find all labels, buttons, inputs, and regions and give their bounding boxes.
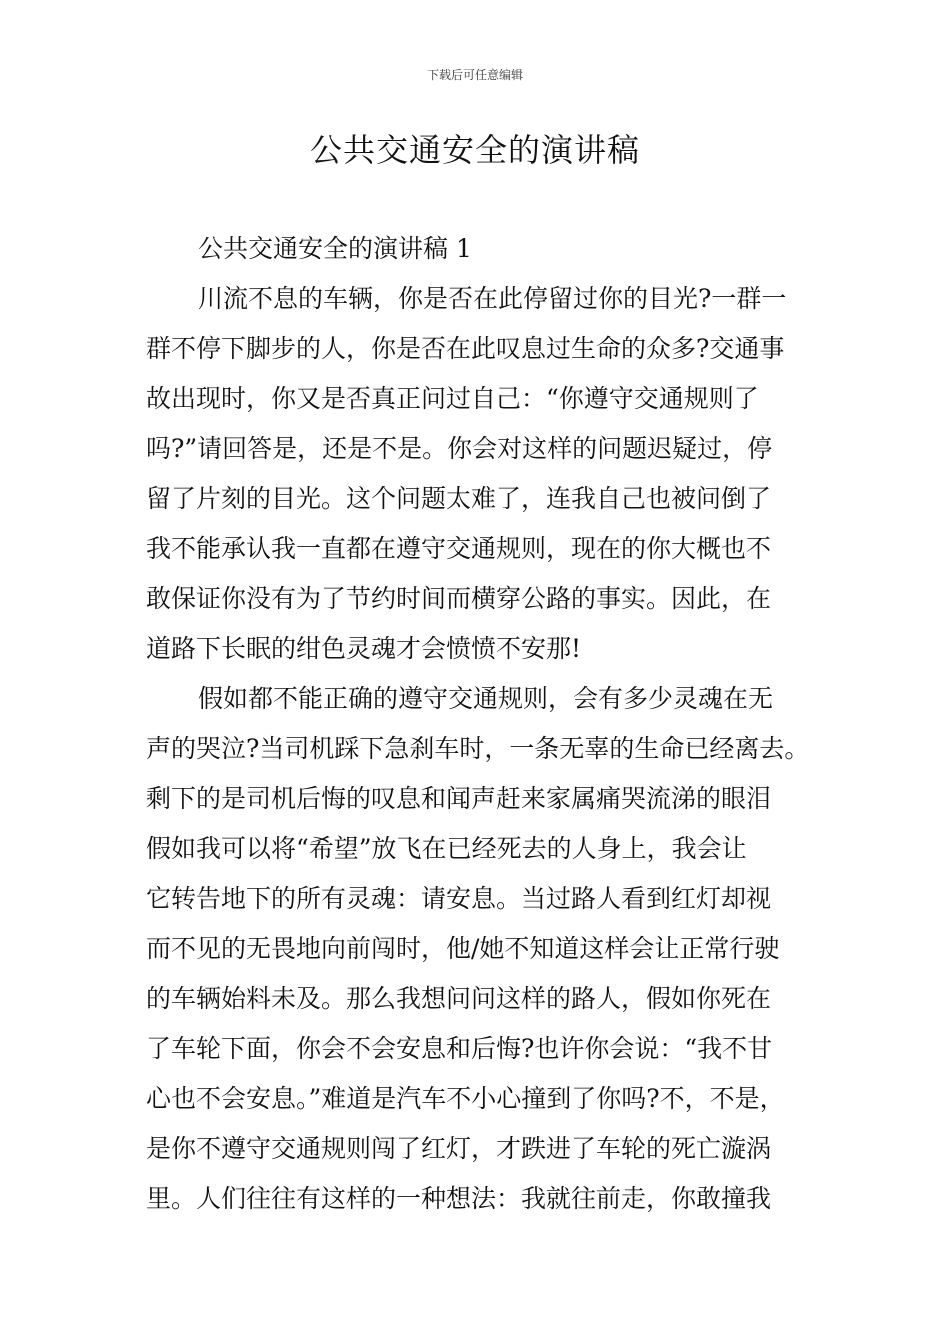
text-line: 吗?”请回答是，还是不是。你会对这样的问题迟疑过，停: [146, 434, 773, 463]
text-line: 剩下的是司机后悔的叹息和闻声赶来家属痛哭流涕的眼泪: [146, 784, 772, 813]
text-line: 是你不遵守交通规则闯了红灯，才跌进了车轮的死亡漩涡: [146, 1134, 772, 1163]
text-line: 留了片刻的目光。这个问题太难了，连我自己也被问倒了: [146, 484, 772, 513]
text-line: 假如都不能正确的遵守交通规则，会有多少灵魂在无: [198, 684, 774, 713]
text-line: 道路下长眠的绀色灵魂才会愤愤不安那!: [146, 634, 582, 663]
text-line: 的车辆始料未及。那么我想问问这样的路人，假如你死在: [146, 984, 772, 1013]
text-line: 了车轮下面，你会不会安息和后悔?也许你会说：“我不甘: [146, 1034, 773, 1063]
text-line: 声的哭泣?当司机踩下急刹车时，一条无辜的生命已经离去。: [146, 734, 810, 763]
text-line: 敢保证你没有为了节约时间而横穿公路的事实。因此，在: [146, 584, 772, 613]
header-note: 下载后可任意编辑: [426, 68, 523, 82]
text-line: 故出现时，你又是否真正问过自己：“你遵守交通规则了: [146, 384, 759, 413]
text-line: 心也不会安息。”难道是汽车不小心撞到了你吗?不，不是，: [146, 1084, 785, 1113]
paragraph-lines: [146, 278, 808, 1228]
text-line: 群不停下脚步的人，你是否在此叹息过生命的众多?交通事: [146, 334, 785, 363]
text-line: 川流不息的车辆，你是否在此停留过你的目光?一群一: [198, 284, 787, 313]
text-line: 里。人们往往有这样的一种想法：我就往前走，你敢撞我: [146, 1184, 772, 1213]
text-line: 而不见的无畏地向前闯时，他/她不知道这样会让正常行驶: [146, 934, 780, 963]
text-line: 我不能承认我一直都在遵守交通规则，现在的你大概也不: [146, 534, 772, 563]
section-heading: 公共交通安全的演讲稿 1: [198, 234, 472, 263]
document-body: [146, 228, 808, 1228]
text-line: 它转告地下的所有灵魂：请安息。当过路人看到红灯却视: [146, 884, 772, 913]
document-title: 公共交通安全的演讲稿: [309, 131, 640, 169]
text-line: 假如我可以将“希望”放飞在已经死去的人身上，我会让: [146, 834, 747, 863]
